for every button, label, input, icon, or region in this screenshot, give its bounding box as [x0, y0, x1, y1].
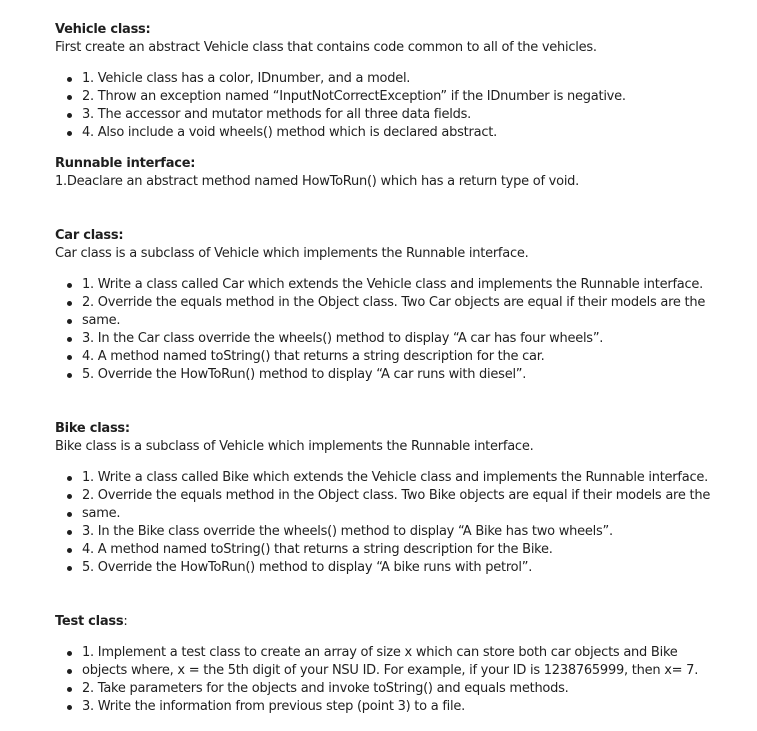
bullet-icon	[67, 301, 72, 306]
list-item: 2. Override the equals method in the Object class. Two Car objects are equal if their models are the	[55, 294, 745, 312]
bullet-icon	[67, 651, 72, 656]
assignment-document	[55, 21, 745, 716]
list-item: 1. Write a class called Bike which extends the Vehicle class and implements the Runnable interface.	[55, 469, 745, 487]
car-section	[55, 227, 745, 384]
list-item: 5. Override the HowToRun() method to display “A bike runs with petrol”.	[55, 559, 745, 577]
runnable-heading: Runnable interface:	[55, 156, 196, 171]
bullet-icon	[67, 476, 72, 481]
list-item: 3. The accessor and mutator methods for all three data fields.	[55, 106, 745, 124]
bike-heading: Bike class:	[55, 421, 130, 436]
bullet-icon	[67, 355, 72, 360]
runnable-section	[55, 155, 745, 191]
list-item: 3. In the Car class override the wheels() method to display “A car has four wheels”.	[55, 330, 745, 348]
runnable-intro: 1.Deaclare an abstract method named HowToRun() which has a return type of void.	[55, 174, 580, 189]
bullet-icon	[67, 687, 72, 692]
bullet-icon	[67, 95, 72, 100]
bike-section	[55, 420, 745, 577]
list-item: 3. In the Bike class override the wheels() method to display “A Bike has two wheels”.	[55, 523, 745, 541]
bullet-icon	[67, 319, 72, 324]
bullet-icon	[67, 337, 72, 342]
bullet-icon	[67, 113, 72, 118]
bullet-icon	[67, 373, 72, 378]
list-item: 4. A method named toString() that returns a string description for the car.	[55, 348, 745, 366]
list-item: 1. Write a class called Car which extends the Vehicle class and implements the Runnable interface.	[55, 276, 745, 294]
list-item: 5. Override the HowToRun() method to display “A car runs with diesel”.	[55, 366, 745, 384]
list-item: 2. Take parameters for the objects and invoke toString() and equals methods.	[55, 680, 745, 698]
list-item: 4. Also include a void wheels() method which is declared abstract.	[55, 124, 745, 142]
car-list	[55, 276, 745, 384]
bullet-icon	[67, 512, 72, 517]
vehicle-list	[55, 70, 745, 142]
list-item: 1. Implement a test class to create an array of size x which can store both car objects and Bike	[55, 644, 745, 662]
list-item: 2. Throw an exception named “InputNotCorrectException” if the IDnumber is negative.	[55, 88, 745, 106]
list-item: same.	[55, 312, 745, 330]
list-item: 3. Write the information from previous step (point 3) to a file.	[55, 698, 745, 716]
bullet-icon	[67, 283, 72, 288]
list-item: same.	[55, 505, 745, 523]
list-item: 1. Vehicle class has a color, IDnumber, and a model.	[55, 70, 745, 88]
list-item: objects where, x = the 5th digit of your NSU ID. For example, if your ID is 1238765999, then x= 7.	[55, 662, 745, 680]
bullet-icon	[67, 669, 72, 674]
bullet-icon	[67, 131, 72, 136]
vehicle-heading: Vehicle class:	[55, 22, 151, 37]
bullet-icon	[67, 548, 72, 553]
test-heading: Test class:	[55, 614, 128, 629]
bullet-icon	[67, 566, 72, 571]
bike-list	[55, 469, 745, 577]
list-item: 2. Override the equals method in the Object class. Two Bike objects are equal if their models are the	[55, 487, 745, 505]
bullet-icon	[67, 705, 72, 710]
bike-intro: Bike class is a subclass of Vehicle which implements the Runnable interface.	[55, 439, 534, 454]
list-item: 4. A method named toString() that returns a string description for the Bike.	[55, 541, 745, 559]
bullet-icon	[67, 494, 72, 499]
car-intro: Car class is a subclass of Vehicle which implements the Runnable interface.	[55, 246, 529, 261]
test-section	[55, 613, 745, 716]
car-heading: Car class:	[55, 228, 124, 243]
vehicle-intro: First create an abstract Vehicle class that contains code common to all of the vehicles.	[55, 40, 597, 55]
test-list	[55, 644, 745, 716]
vehicle-section	[55, 21, 745, 142]
bullet-icon	[67, 77, 72, 82]
bullet-icon	[67, 530, 72, 535]
